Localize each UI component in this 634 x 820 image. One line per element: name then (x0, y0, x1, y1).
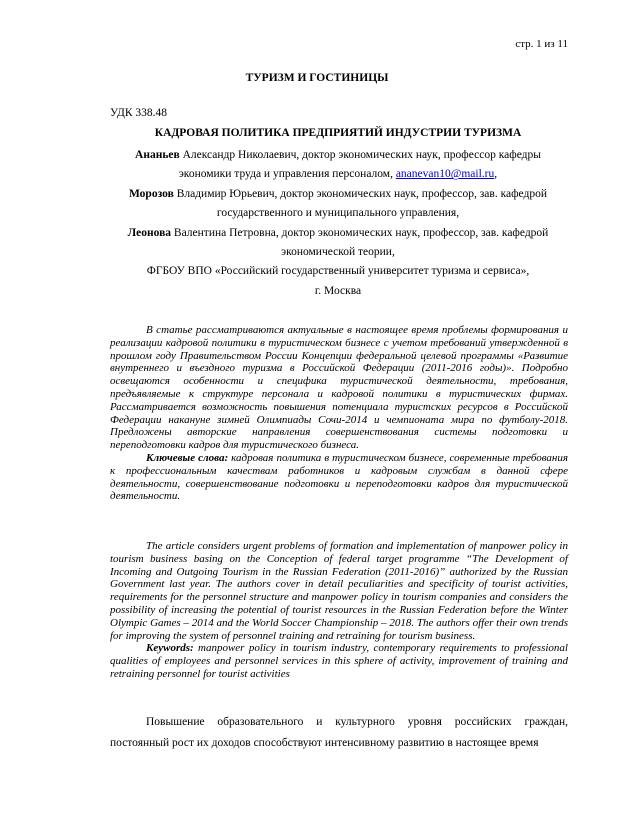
abstract-english (110, 540, 568, 681)
keywords-en-label: Keywords: (146, 642, 194, 655)
author-3 (108, 224, 568, 263)
author-2 (108, 185, 568, 224)
page-number: стр. 1 из 11 (515, 38, 568, 50)
body-text (110, 712, 568, 754)
authors-block (108, 146, 568, 301)
keywords-en-text: manpower policy in tourism industry, contemporary requirements to professional qualities of employees and personnel services in this sphere of activity, improvement of training and retraining personnel for tourist activities (110, 642, 568, 680)
city: г. Москва (314, 284, 362, 297)
section-title: ТУРИЗМ И ГОСТИНИЦЫ (245, 72, 389, 84)
abstract-russian (110, 324, 568, 503)
author-2-details: Владимир Юрьевич, доктор экономических наук, профессор, зав. кафедрой государственного и муниципального управления, (173, 187, 548, 220)
abstract-en-text: The article considers urgent problems of formation and implementation of manpower policy in tourism business basing on the Conception of federal target programme “The Development of Incoming and Outgoing Tourism in the Russian Federation (2011-2016)” authorized by the Russian Government last year. The authors cover in detail peculiarities and specificity of tourist activities, requirements for the personnel structure and manpower policy in tourism companies and considers the possibility of increasing the potential of tourist resources in the Russian Federation before the Winter Olympic Games – 2014 and the World Soccer Championship – 2018. The authors offer their own trends for improving the system of personnel training and retraining for tourism business. (110, 540, 568, 642)
author-email-link[interactable]: ananevan10@mail.ru (395, 168, 495, 181)
affiliation: ФГБОУ ВПО «Российский государственный университет туризма и сервиса», (146, 265, 530, 278)
abstract-ru-text: В статье рассматриваются актуальные в настоящее время проблемы формирования и реализации кадровой политики в туристическом бизнесе с учетом требований утвержденной в прошлом году Правительством России Концепции федеральной целевой программы «Развитие внутреннего и въездного туризма в Российской Федерации (2011-2016 годы)». Подробно освещаются особенности и специфика туристической деятельности, требования, предъявляемые к структуре персонала и кадровой политики в туристических фирмах. Рассматривается возможность повышения потенциала туристских ресурсов в Российской Федерации накануне зимней Олимпиады Сочи-2014 и чемпионата мира по футболу-2018. Предложены авторские направления совершенствования системы подготовки и переподготовки кадров для туристического бизнеса. (110, 324, 568, 452)
author-1 (108, 146, 568, 185)
author-1-details: Александр Николаевич, доктор экономических наук, профессор кафедры экономики труда и управления персоналом, (178, 149, 541, 181)
keywords-ru (110, 452, 568, 503)
body-paragraph: Повышение образовательного и культурного уровня российских граждан, постоянный рост их доходов способствуют интенсивному развитию в настоящее время (110, 716, 568, 749)
keywords-ru-text: кадровая политика в туристическом бизнесе, современные требования к профессиональным качествам работников и кадровым службам в данной сфере деятельности, совершенствование подготовки и переподготовки кадров для туристической деятельности. (110, 451, 569, 503)
udk-code: УДК 338.48 (110, 107, 167, 119)
author-3-details: Валентина Петровна, доктор экономических наук, профессор, зав. кафедрой экономической теории, (171, 226, 549, 259)
author-3-name: Леонова (127, 226, 172, 239)
author-1-name: Ананьев (135, 149, 180, 161)
article-title: КАДРОВАЯ ПОЛИТИКА ПРЕДПРИЯТИЙ ИНДУСТРИИ ТУРИЗМА (154, 127, 522, 139)
keywords-ru-label: Ключевые слова: (146, 451, 229, 464)
author-1-suffix: , (494, 168, 498, 181)
keywords-en (110, 642, 568, 680)
author-2-name: Морозов (128, 187, 174, 200)
